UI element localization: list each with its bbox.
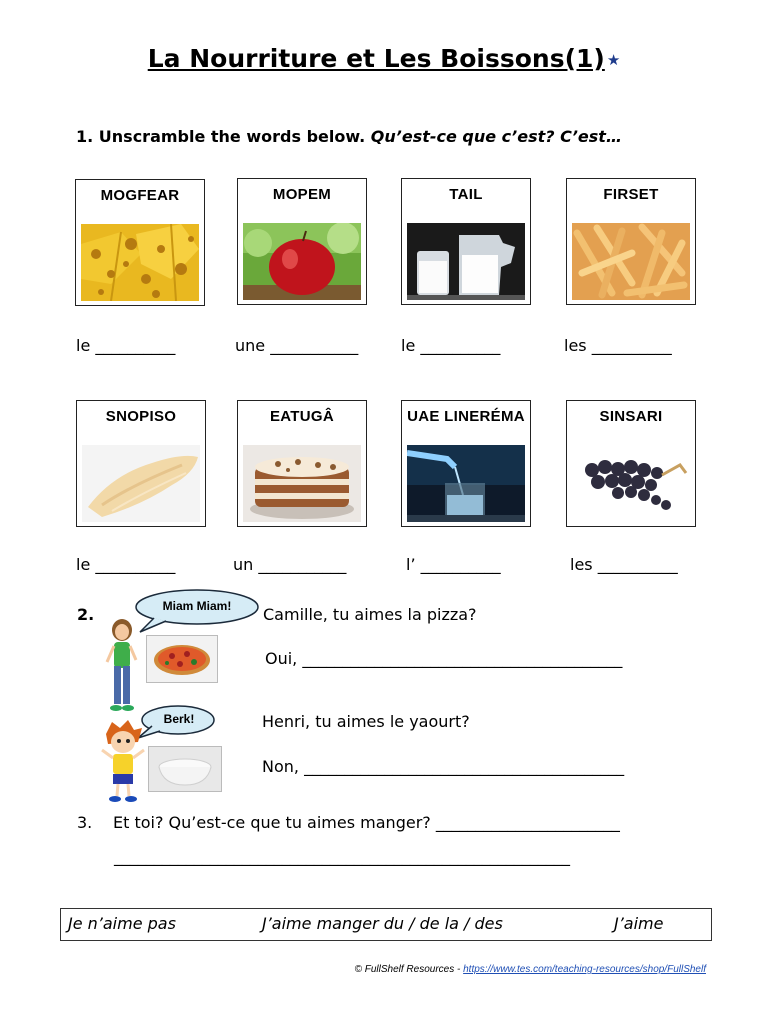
pizza-image: [146, 635, 218, 683]
answer-blank-7[interactable]: l’ __________: [406, 555, 501, 574]
page-title: La Nourriture et Les Boissons(1) ★: [147, 44, 621, 73]
question-2a: Camille, tu aimes la pizza?: [263, 605, 477, 624]
card-2: [237, 178, 367, 305]
phrase-1: Je n’aime pas: [68, 914, 176, 933]
question-2-number: 2.: [77, 605, 95, 624]
scrambled-word: SNOPISO: [105, 408, 177, 425]
scrambled-word: TAIL: [449, 186, 483, 203]
star-icon: ★: [606, 51, 621, 69]
phrase-3: J’aime: [614, 914, 664, 933]
scrambled-word: EATUGÂ: [269, 408, 335, 425]
cheese-image: [81, 224, 199, 301]
scrambled-word: UAE LINERÉMA: [407, 408, 525, 425]
answer-blank-5[interactable]: le __________: [76, 555, 176, 574]
milk-image: [407, 223, 525, 300]
cake-image: [243, 445, 361, 522]
answer-line-2b[interactable]: Non, ________________________________________: [262, 757, 625, 776]
question-2b: Henri, tu aimes le yaourt?: [262, 712, 470, 731]
card-8: [566, 400, 696, 527]
question-3-number: 3.: [77, 813, 93, 832]
answer-blank-2[interactable]: une ___________: [235, 336, 359, 355]
fish-image: [82, 445, 200, 522]
answer-line-2a[interactable]: Oui, ________________________________________: [265, 649, 623, 668]
apple-image: [243, 223, 361, 300]
card-3: [401, 178, 531, 305]
speech-bubble-1: [134, 588, 260, 636]
scrambled-word: SINSARI: [599, 408, 663, 425]
footer-credit: © FullShelf Resources - https://www.tes.com/teaching-resources/shop/FullShelf: [354, 964, 706, 975]
bubble-2-text: Berk!: [163, 712, 195, 726]
question-1-instruction: 1. Unscramble the words below. Qu’est-ce que c’est? C’est…: [76, 127, 622, 146]
bubble-1-text: Miam Miam!: [162, 599, 232, 613]
card-7: [401, 400, 531, 527]
footer-link[interactable]: https://www.tes.com/teaching-resources/shop/FullShelf: [463, 964, 706, 975]
boy-icon: [98, 720, 148, 804]
answer-blank-8[interactable]: les __________: [570, 555, 678, 574]
card-1: [75, 179, 205, 306]
grapes-image: [572, 445, 690, 522]
answer-line-3[interactable]: _________________________________________________________: [114, 847, 570, 866]
phrase-2: J’aime manger du / de la / des: [262, 914, 503, 933]
card-4: [566, 178, 696, 305]
answer-blank-3[interactable]: le __________: [401, 336, 501, 355]
girl-icon: [104, 618, 140, 714]
answer-blank-1[interactable]: le __________: [76, 336, 176, 355]
answer-blank-4[interactable]: les __________: [564, 336, 672, 355]
yogurt-image: [148, 746, 222, 792]
scrambled-word: MOGFEAR: [100, 187, 180, 204]
scrambled-word: MOPEM: [272, 186, 332, 203]
scrambled-word: FIRSET: [603, 186, 659, 203]
answer-blank-6[interactable]: un ___________: [233, 555, 347, 574]
phrase-box: [60, 908, 712, 941]
fries-image: [572, 223, 690, 300]
card-6: [237, 400, 367, 527]
question-3[interactable]: Et toi? Qu’est-ce que tu aimes manger? _______________________: [113, 813, 620, 832]
water-image: [407, 445, 525, 522]
card-5: [76, 400, 206, 527]
